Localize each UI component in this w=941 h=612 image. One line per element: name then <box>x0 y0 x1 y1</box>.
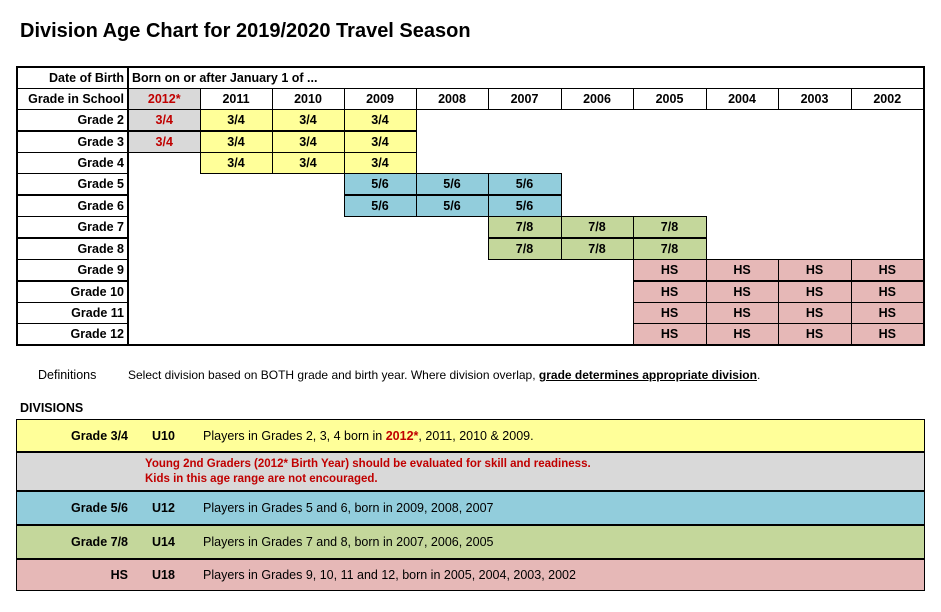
grade-cell: Grade 3 <box>17 131 128 153</box>
division-cell: 7/8 <box>561 217 633 239</box>
division-desc: Players in Grades 5 and 6, born in 2009, 2008, 2007 <box>203 501 494 515</box>
division-cell <box>488 303 561 324</box>
division-note <box>16 452 925 491</box>
division-cell: 5/6 <box>344 174 416 196</box>
division-cell <box>851 110 924 132</box>
division-cell <box>778 195 851 217</box>
division-cell <box>778 174 851 196</box>
division-age: U14 <box>152 535 175 549</box>
division-cell: HS <box>706 260 778 282</box>
division-age: U18 <box>152 568 175 582</box>
definitions-text: Select division based on BOTH grade and birth year. Where division overlap, grade determines appropriate division. <box>128 368 761 382</box>
division-cell <box>488 260 561 282</box>
year-header: 2012* <box>128 89 200 110</box>
note-line-1: Young 2nd Graders (2012* Birth Year) should be evaluated for skill and readiness. <box>145 458 591 470</box>
table-row <box>17 303 924 324</box>
division-cell <box>561 174 633 196</box>
division-cell <box>272 303 344 324</box>
division-cell <box>200 324 272 346</box>
division-cell: 7/8 <box>633 217 706 239</box>
division-cell <box>128 303 200 324</box>
division-cell: 5/6 <box>344 195 416 217</box>
division-cell <box>561 281 633 303</box>
division-cell <box>272 281 344 303</box>
dob-text: Born on or after January 1 of ... <box>128 67 924 89</box>
division-cell <box>344 238 416 260</box>
division-cell: HS <box>851 260 924 282</box>
division-cell <box>416 260 488 282</box>
division-cell: HS <box>778 281 851 303</box>
division-cell <box>416 303 488 324</box>
division-cell <box>706 174 778 196</box>
division-cell <box>778 131 851 153</box>
division-cell: HS <box>706 281 778 303</box>
division-cell <box>128 281 200 303</box>
division-cell: HS <box>851 324 924 346</box>
table-row <box>17 153 924 174</box>
definitions-emphasis: grade determines appropriate division <box>538 368 757 382</box>
year-header: 2011 <box>200 89 272 110</box>
division-cell: HS <box>633 260 706 282</box>
division-cell <box>272 174 344 196</box>
division-cell <box>561 110 633 132</box>
division-cell <box>633 131 706 153</box>
division-cell: HS <box>778 260 851 282</box>
division-cell: 3/4 <box>344 110 416 132</box>
division-cell <box>416 153 488 174</box>
division-cell <box>416 110 488 132</box>
division-cell <box>851 238 924 260</box>
division-cell <box>488 324 561 346</box>
division-cell <box>416 324 488 346</box>
division-cell <box>561 324 633 346</box>
division-cell: HS <box>633 281 706 303</box>
year-header: 2008 <box>416 89 488 110</box>
division-cell <box>706 153 778 174</box>
grade-label: Grade in School <box>17 89 128 110</box>
year-header: 2002 <box>851 89 924 110</box>
division-grade: HS <box>110 568 128 582</box>
division-cell: 3/4 <box>272 131 344 153</box>
division-cell <box>344 281 416 303</box>
division-grade: Grade 3/4 <box>71 429 128 443</box>
division-cell <box>851 174 924 196</box>
division-cell <box>344 260 416 282</box>
age-chart-table <box>16 66 925 346</box>
table-row <box>17 110 924 132</box>
division-cell <box>561 131 633 153</box>
division-cell <box>561 195 633 217</box>
table-row <box>17 174 924 196</box>
grade-cell: Grade 5 <box>17 174 128 196</box>
division-cell <box>488 153 561 174</box>
table-row <box>17 324 924 346</box>
division-cell <box>128 174 200 196</box>
division-cell <box>633 195 706 217</box>
year-header: 2009 <box>344 89 416 110</box>
division-cell <box>488 131 561 153</box>
division-cell: 3/4 <box>272 153 344 174</box>
division-3-4 <box>16 419 925 452</box>
division-cell <box>488 110 561 132</box>
table-row <box>17 131 924 153</box>
division-cell <box>633 174 706 196</box>
table-row <box>17 238 924 260</box>
division-cell <box>200 217 272 239</box>
division-cell <box>851 217 924 239</box>
division-age: U12 <box>152 501 175 515</box>
division-cell <box>488 281 561 303</box>
division-cell <box>200 195 272 217</box>
division-cell <box>706 131 778 153</box>
year-header: 2010 <box>272 89 344 110</box>
division-cell: 5/6 <box>416 195 488 217</box>
division-cell <box>706 217 778 239</box>
division-cell <box>272 238 344 260</box>
note-line-2: Kids in this age range are not encouraged. <box>145 473 378 485</box>
grade-cell: Grade 8 <box>17 238 128 260</box>
grade-cell: Grade 9 <box>17 260 128 282</box>
division-cell: 3/4 <box>200 131 272 153</box>
division-cell: 7/8 <box>488 217 561 239</box>
division-cell <box>344 324 416 346</box>
division-cell <box>561 260 633 282</box>
table-row <box>17 260 924 282</box>
division-cell <box>128 260 200 282</box>
grade-cell: Grade 4 <box>17 153 128 174</box>
division-cell <box>851 195 924 217</box>
division-cell <box>561 153 633 174</box>
division-cell <box>778 153 851 174</box>
year-header: 2006 <box>561 89 633 110</box>
division-cell <box>128 324 200 346</box>
division-cell <box>200 174 272 196</box>
division-cell: 3/4 <box>200 110 272 132</box>
division-cell: 3/4 <box>128 131 200 153</box>
division-cell <box>200 238 272 260</box>
division-cell <box>200 281 272 303</box>
division-cell: 3/4 <box>128 110 200 132</box>
division-cell <box>778 110 851 132</box>
division-age: U10 <box>152 429 175 443</box>
grade-cell: Grade 2 <box>17 110 128 132</box>
division-5-6 <box>16 491 925 525</box>
division-cell <box>778 217 851 239</box>
division-cell <box>633 110 706 132</box>
dob-label: Date of Birth <box>17 67 128 89</box>
division-cell: HS <box>706 303 778 324</box>
year-header: 2003 <box>778 89 851 110</box>
division-cell: 3/4 <box>272 110 344 132</box>
division-cell <box>344 303 416 324</box>
year-header: 2005 <box>633 89 706 110</box>
page-title: Division Age Chart for 2019/2020 Travel Season <box>20 20 471 42</box>
division-cell <box>778 238 851 260</box>
division-cell: 3/4 <box>200 153 272 174</box>
table-row <box>17 217 924 239</box>
definitions-label: Definitions <box>38 368 97 382</box>
division-cell <box>416 217 488 239</box>
division-cell <box>200 303 272 324</box>
division-cell <box>416 281 488 303</box>
division-cell <box>416 238 488 260</box>
table-row <box>17 281 924 303</box>
table-row <box>17 195 924 217</box>
division-hs <box>16 559 925 591</box>
division-cell <box>128 153 200 174</box>
division-grade: Grade 7/8 <box>71 535 128 549</box>
division-cell <box>344 217 416 239</box>
division-cell: 5/6 <box>416 174 488 196</box>
division-cell <box>706 195 778 217</box>
division-cell <box>706 110 778 132</box>
division-cell: HS <box>778 303 851 324</box>
division-grade: Grade 5/6 <box>71 501 128 515</box>
division-cell: 5/6 <box>488 174 561 196</box>
division-cell <box>128 195 200 217</box>
division-cell <box>272 195 344 217</box>
division-cell: HS <box>706 324 778 346</box>
division-cell: 3/4 <box>344 131 416 153</box>
division-cell <box>851 131 924 153</box>
division-desc: Players in Grades 2, 3, 4 born in 2012*, 2011, 2010 & 2009. <box>203 429 534 443</box>
grade-cell: Grade 11 <box>17 303 128 324</box>
year-header: 2004 <box>706 89 778 110</box>
division-cell: HS <box>851 281 924 303</box>
divisions-title: DIVISIONS <box>20 401 84 415</box>
grade-cell: Grade 7 <box>17 217 128 239</box>
division-desc: Players in Grades 9, 10, 11 and 12, born in 2005, 2004, 2003, 2002 <box>203 568 576 582</box>
division-cell <box>272 324 344 346</box>
division-cell: 5/6 <box>488 195 561 217</box>
division-cell <box>561 303 633 324</box>
division-cell: 3/4 <box>344 153 416 174</box>
division-cell <box>416 131 488 153</box>
year-header: 2007 <box>488 89 561 110</box>
division-cell <box>128 238 200 260</box>
grade-cell: Grade 6 <box>17 195 128 217</box>
division-desc: Players in Grades 7 and 8, born in 2007, 2006, 2005 <box>203 535 494 549</box>
division-cell <box>272 217 344 239</box>
division-cell: HS <box>633 303 706 324</box>
division-cell: HS <box>778 324 851 346</box>
division-cell <box>200 260 272 282</box>
division-cell: HS <box>633 324 706 346</box>
division-cell: HS <box>851 303 924 324</box>
grade-cell: Grade 12 <box>17 324 128 346</box>
division-cell: 7/8 <box>633 238 706 260</box>
division-cell: 7/8 <box>561 238 633 260</box>
grade-cell: Grade 10 <box>17 281 128 303</box>
division-cell <box>272 260 344 282</box>
division-cell: 7/8 <box>488 238 561 260</box>
division-cell <box>128 217 200 239</box>
division-cell <box>851 153 924 174</box>
division-cell <box>706 238 778 260</box>
division-7-8 <box>16 525 925 559</box>
division-cell <box>633 153 706 174</box>
